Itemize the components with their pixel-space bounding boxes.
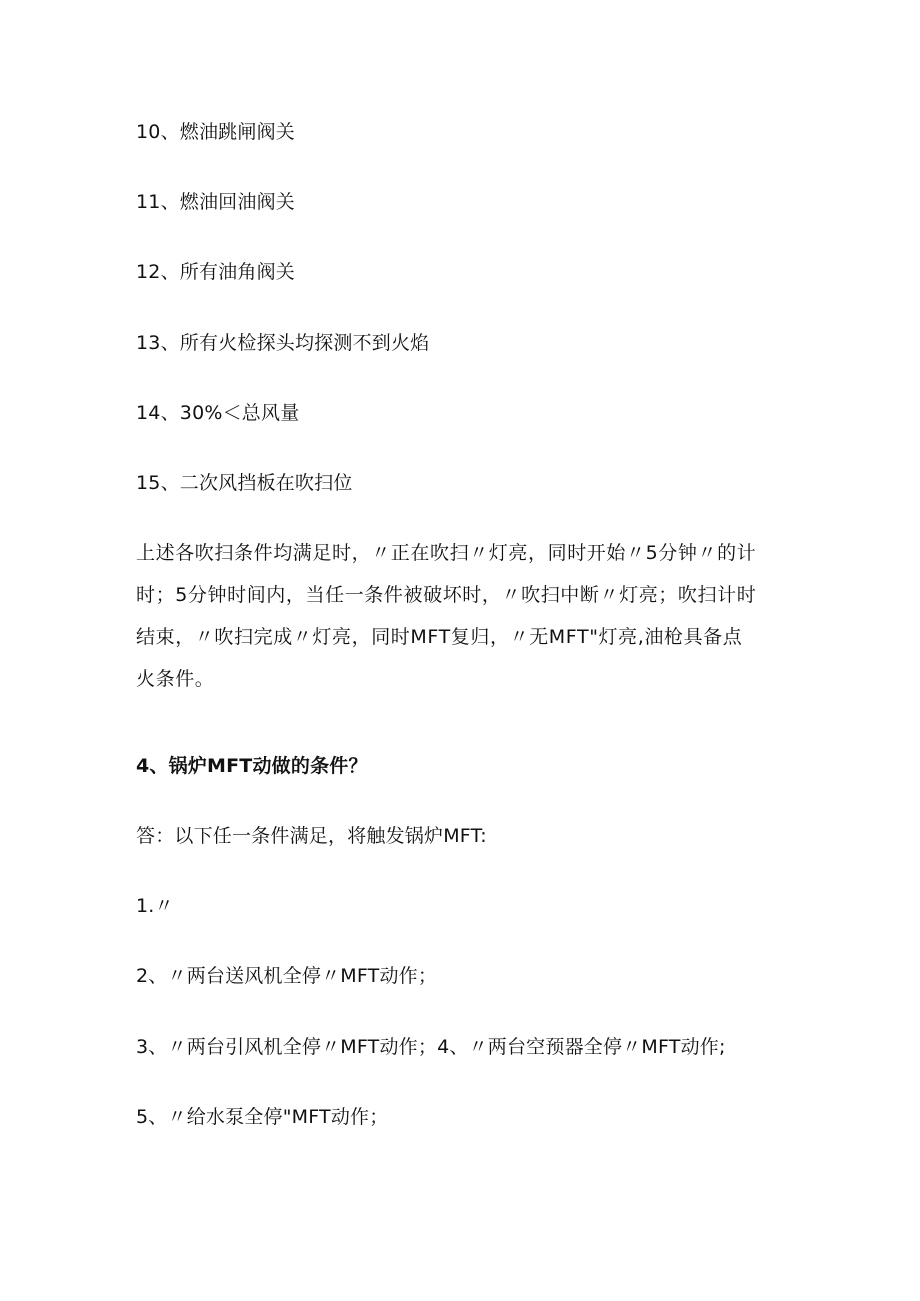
summary-line: 时；5分钟时间内，当任一条件被破坏时，〃吹扫中断〃灯亮；吹扫计时 xyxy=(136,584,757,606)
purge-summary-paragraph xyxy=(136,532,796,700)
summary-line: 火条件。 xyxy=(136,668,215,690)
condition-item-12: 12、所有油角阀关 xyxy=(136,261,295,283)
mft-item-1: 1.〃 xyxy=(136,895,174,917)
condition-item-14: 14、30%＜总风量 xyxy=(136,402,300,424)
mft-item-5: 5、〃给水泵全停"MFT动作； xyxy=(136,1106,389,1128)
summary-line: 上述各吹扫条件均满足时，〃正在吹扫〃灯亮，同时开始〃5分钟〃的计 xyxy=(136,542,757,564)
answer-intro: 答：以下任一条件满足，将触发锅炉MFT: xyxy=(136,825,487,847)
condition-item-10: 10、燃油跳闸阀关 xyxy=(136,121,295,143)
condition-item-11: 11、燃油回油阀关 xyxy=(136,191,295,213)
condition-item-15: 15、二次风挡板在吹扫位 xyxy=(136,472,353,494)
summary-line: 结束，〃吹扫完成〃灯亮，同时MFT复归，〃无MFT"灯亮,油枪具备点 xyxy=(136,626,743,648)
mft-item-2: 2、〃两台送风机全停〃MFT动作； xyxy=(136,965,438,987)
mft-item-3-4: 3、〃两台引风机全停〃MFT动作；4、〃两台空预器全停〃MFT动作; xyxy=(136,1036,726,1058)
condition-item-13: 13、所有火检探头均探测不到火焰 xyxy=(136,332,430,354)
question-heading: 4、锅炉MFT动做的条件？ xyxy=(136,755,368,777)
